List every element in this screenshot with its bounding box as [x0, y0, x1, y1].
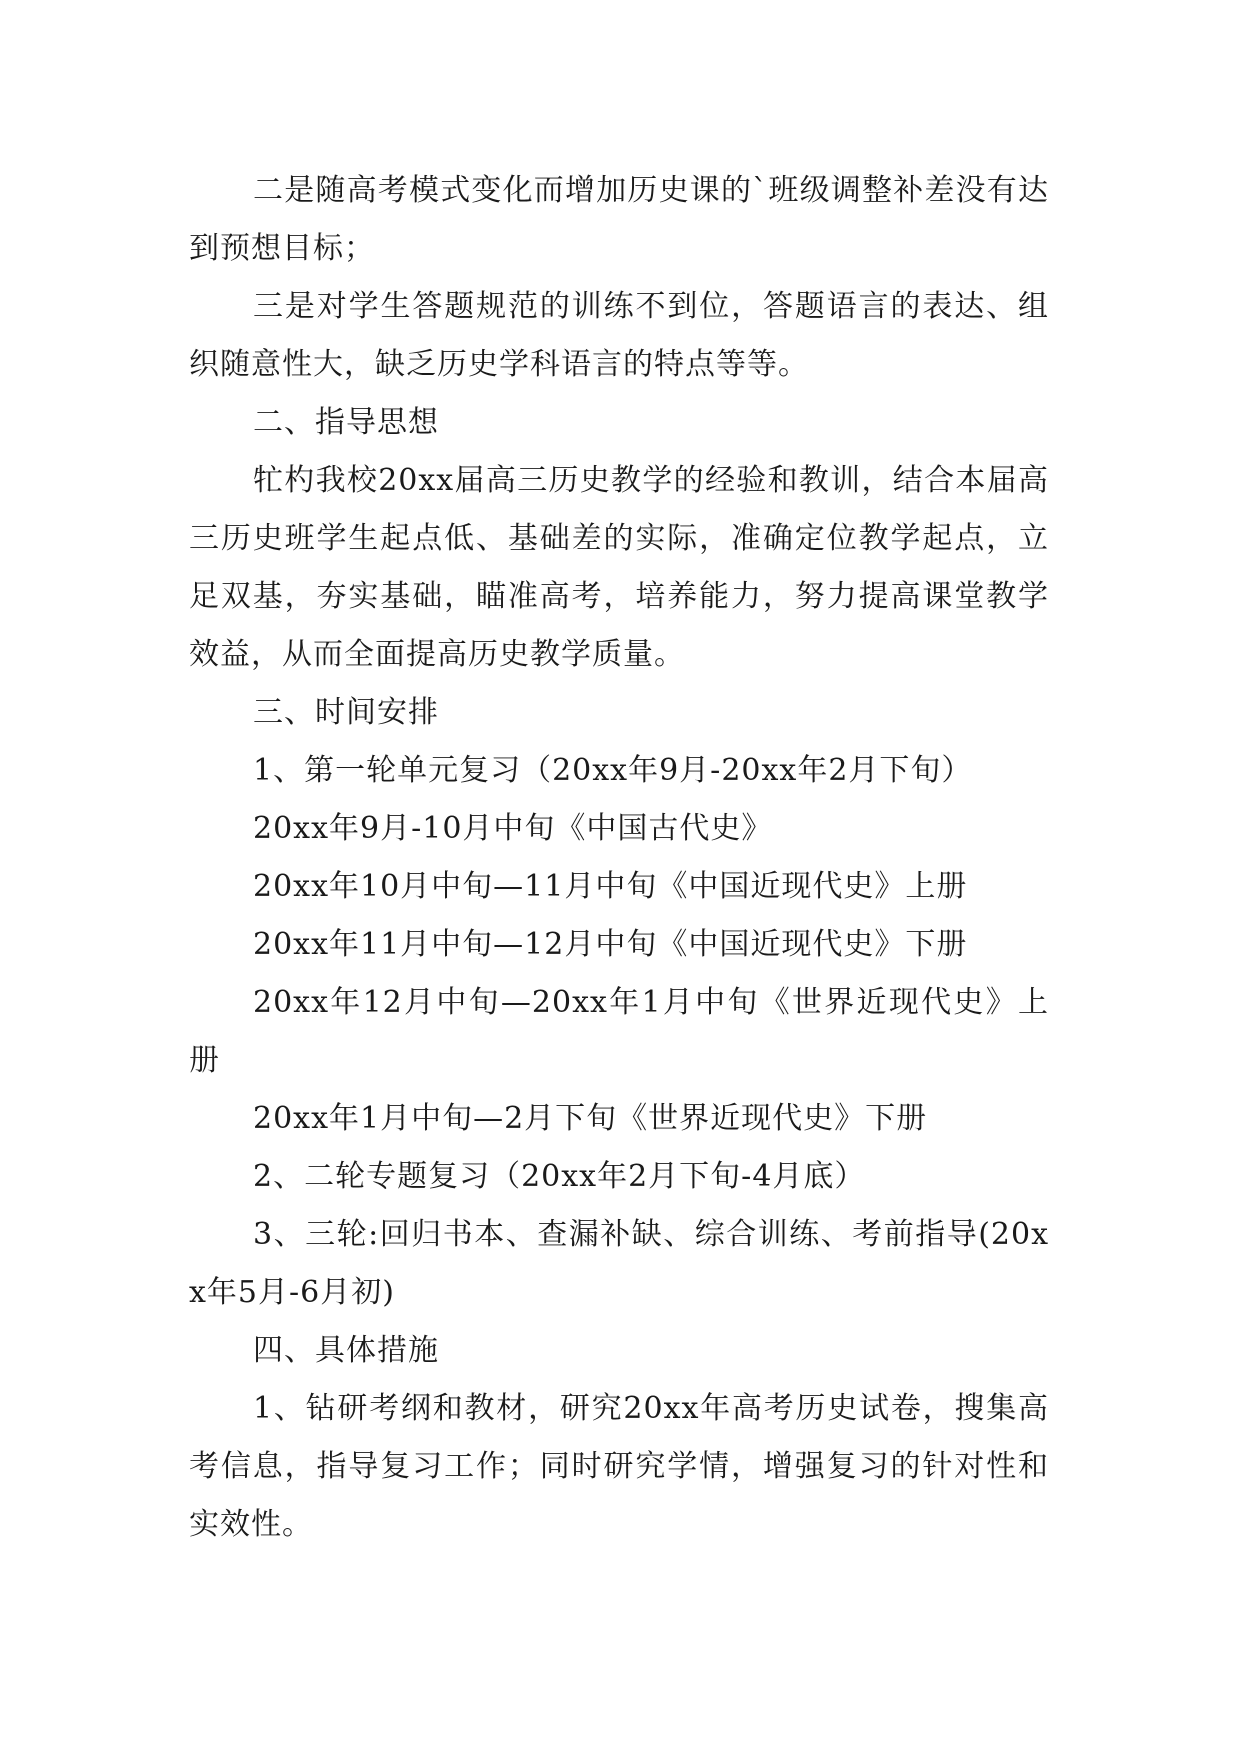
paragraph-makeup-goal: 二是随高考模式变化而增加历史课的`班级调整补差没有达到预想目标； — [189, 173, 1049, 266]
schedule-ancient-china: 20xx年9月-10月中旬《中国古代史》 — [253, 811, 773, 846]
paragraph-measure-one: 1、钻研考纲和教材，研究20xx年高考历史试卷，搜集高考信息，指导复习工作；同时研究学情，增强复习的针对性和实效性。 — [189, 1391, 1049, 1542]
schedule-modern-china-vol2: 20xx年11月中旬—12月中旬《中国近现代史》下册 — [253, 927, 968, 962]
paragraph-answer-training: 三是对学生答题规范的训练不到位，答题语言的表达、组织随意性大，缺乏历史学科语言的特点等等。 — [189, 289, 1049, 382]
schedule-modern-world-vol1: 20xx年12月中旬—20xx年1月中旬《世界近现代史》上册 — [189, 985, 1049, 1078]
paragraph-guiding-thought: 牤杓我校20xx届高三历史教学的经验和教训，结合本届高三历史班学生起点低、基础差的实际，准确定位教学起点，立足双基，夯实基础，瞄准高考，培养能力，努力提高课堂教学效益，从而全面提高历史教学质量。 — [189, 463, 1049, 672]
schedule-round-three: 3、三轮:回归书本、查漏补缺、综合训练、考前指导(20xx年5月-6月初) — [189, 1217, 1049, 1310]
schedule-round-one: 1、第一轮单元复习（20xx年9月-20xx年2月下旬） — [253, 753, 973, 788]
schedule-modern-china-vol1: 20xx年10月中旬—11月中旬《中国近现代史》上册 — [253, 869, 968, 904]
heading-schedule: 三、时间安排 — [253, 695, 439, 730]
heading-measures: 四、具体措施 — [253, 1333, 439, 1368]
schedule-round-two: 2、二轮专题复习（20xx年2月下旬-4月底） — [253, 1159, 866, 1194]
schedule-modern-world-vol2: 20xx年1月中旬—2月下旬《世界近现代史》下册 — [253, 1101, 928, 1136]
heading-guiding-thought: 二、指导思想 — [253, 405, 439, 440]
document-body — [189, 162, 1049, 1554]
